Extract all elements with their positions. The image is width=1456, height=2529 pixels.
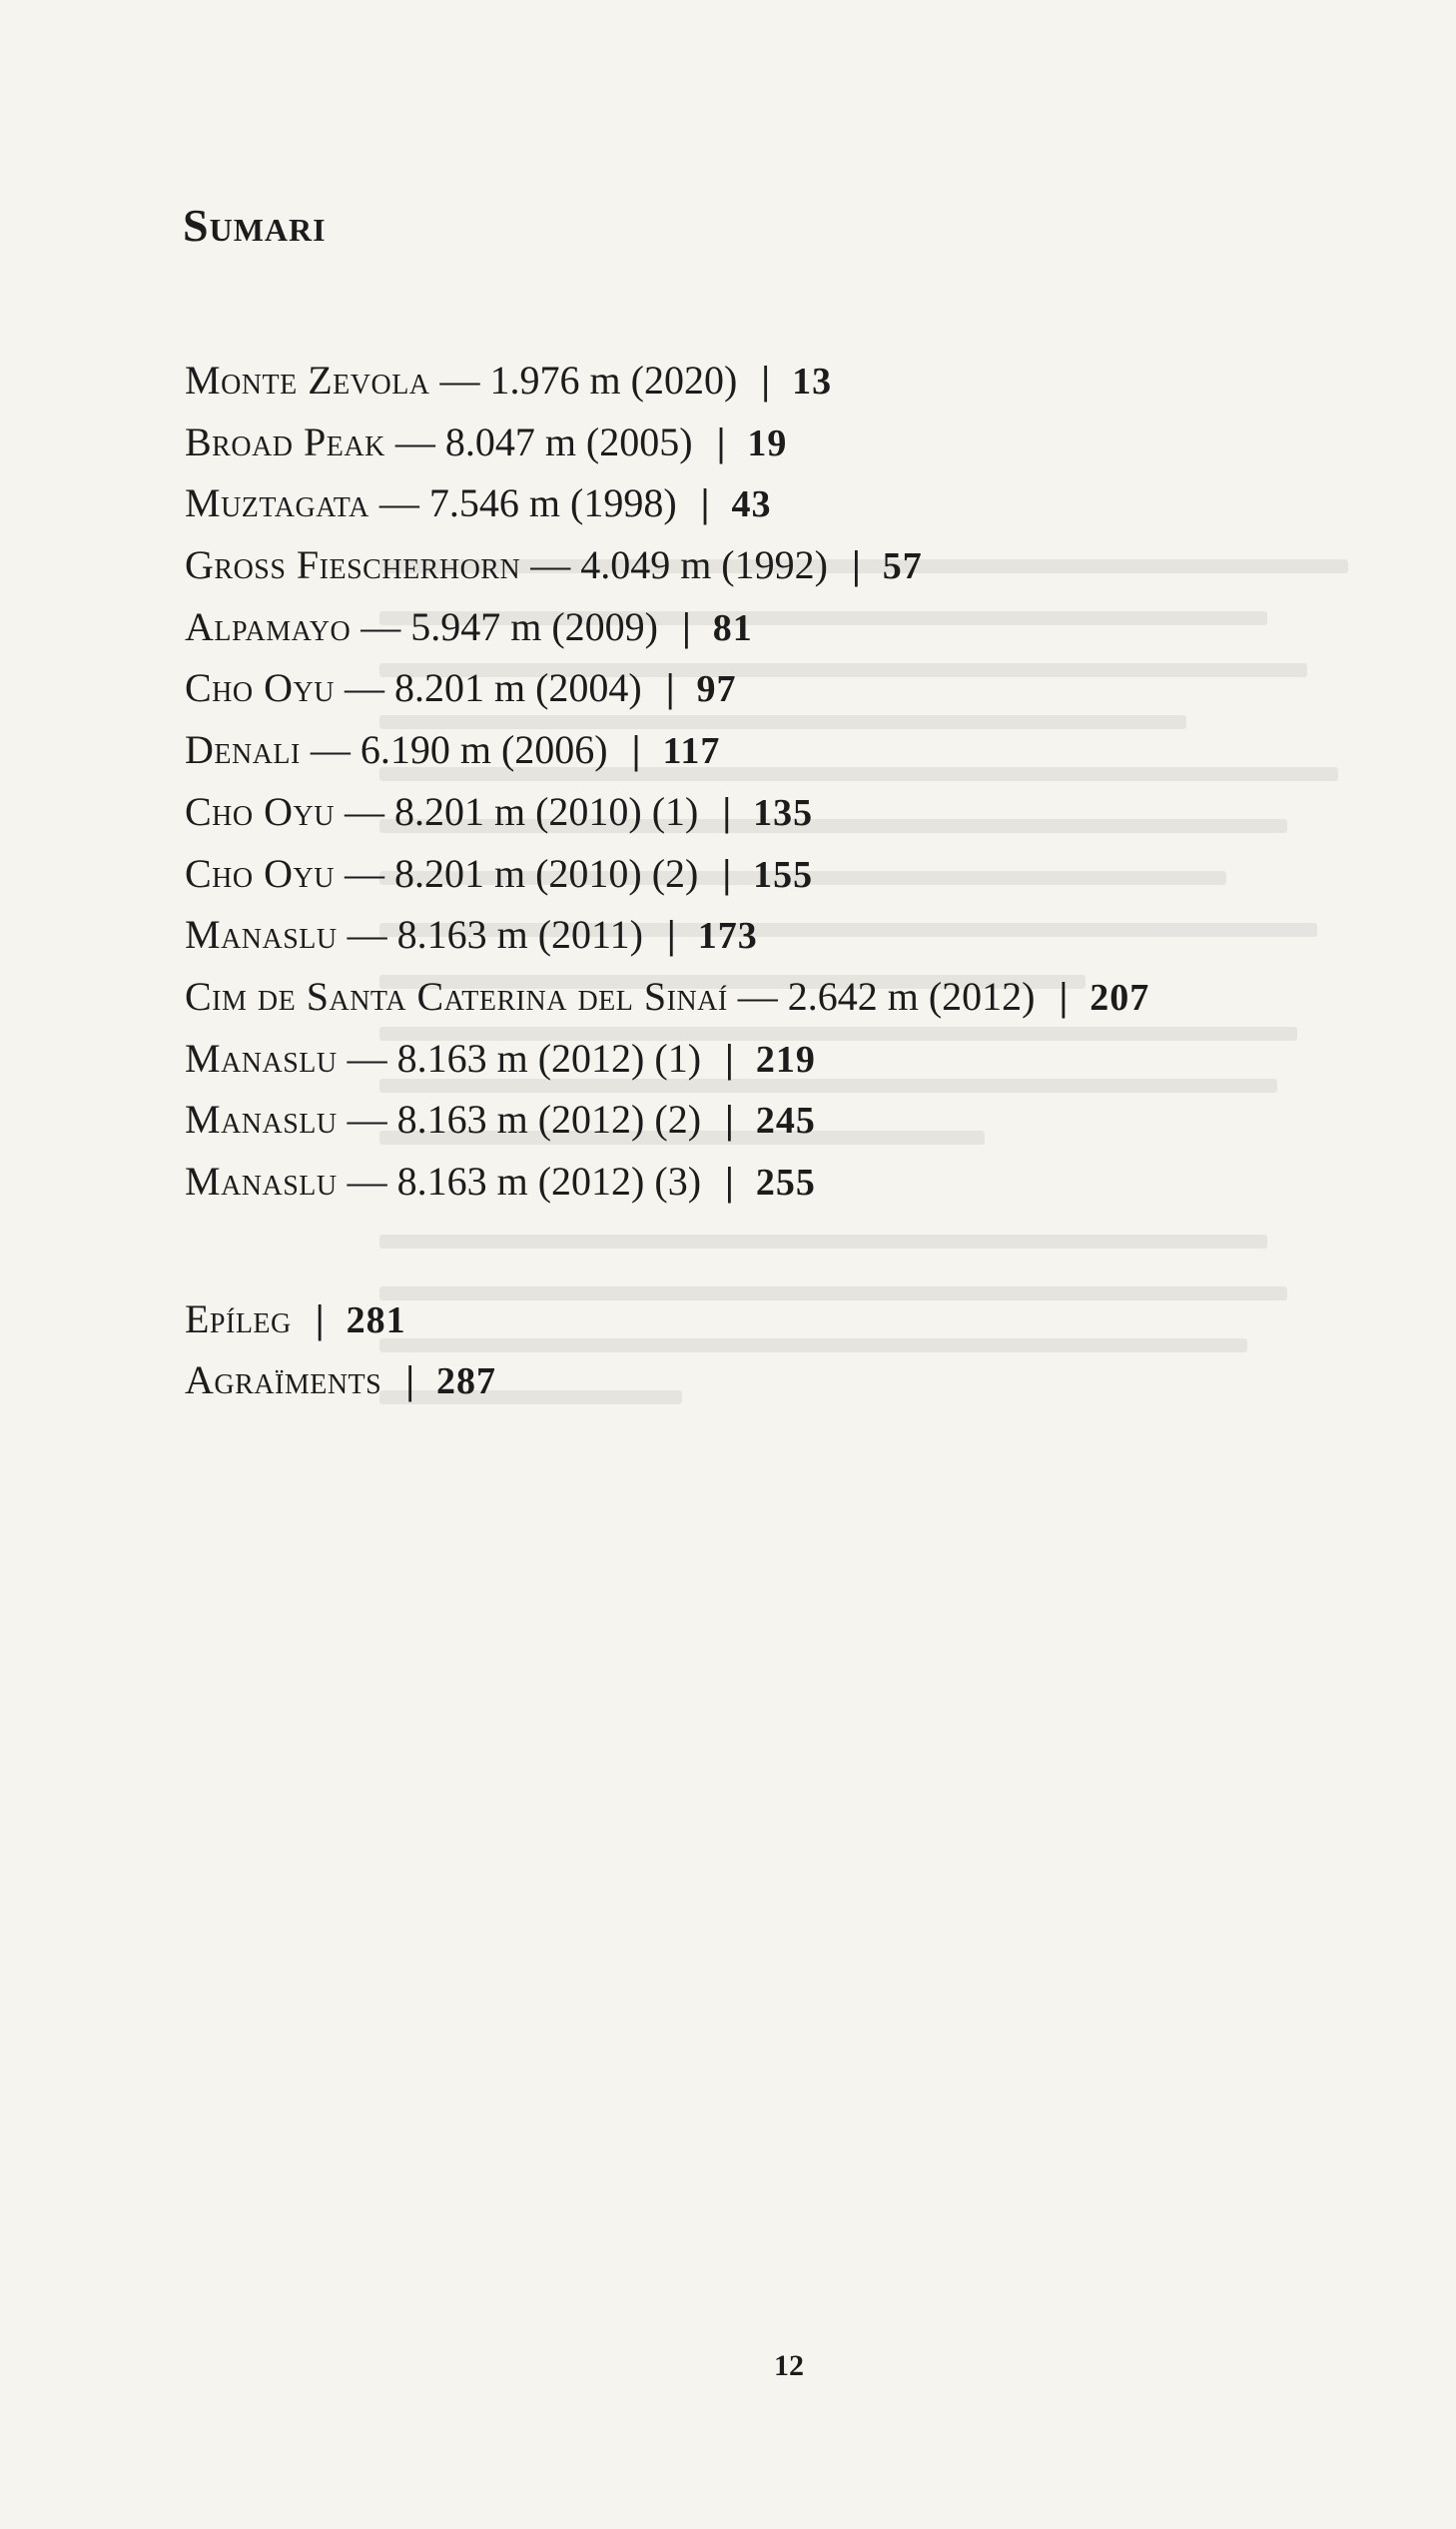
toc-separator: | (315, 1296, 325, 1341)
toc-separator: | (851, 542, 861, 588)
toc-entry-detail: — 7.546 m (1998) (368, 480, 677, 526)
toc-separator: | (665, 665, 675, 711)
toc-page-number: 97 (696, 668, 737, 711)
toc-entry-title: Cho Oyu (185, 665, 335, 711)
toc-page-number: 57 (882, 545, 923, 588)
toc-page-number: 207 (1090, 976, 1150, 1019)
toc-page-number: 281 (346, 1299, 406, 1341)
toc-separator: | (725, 1035, 734, 1081)
toc-entry[interactable] (185, 472, 1149, 534)
toc-entry-detail: — 8.201 m (2004) (334, 665, 642, 711)
toc-entry-title: Manaslu (185, 1097, 338, 1143)
toc-entry-title: Muztagata (185, 480, 369, 526)
toc-separator: | (631, 727, 641, 773)
toc-entry[interactable] (185, 719, 1149, 781)
toc-page-number: 135 (753, 791, 814, 834)
toc-separator: | (405, 1357, 415, 1402)
toc-entry-detail: — 5.947 m (2009) (351, 603, 658, 649)
toc-page-number: 173 (697, 915, 758, 958)
toc-entry-title: Cho Oyu (185, 850, 335, 896)
toc-separator: | (722, 850, 732, 896)
toc-entry-detail: — 8.163 m (2011) (337, 912, 643, 958)
toc-entry[interactable] (185, 534, 1149, 596)
toc-entry-detail: — 1.976 m (2020) (429, 358, 738, 403)
toc-page-number: 117 (662, 730, 721, 773)
toc-separator: | (716, 419, 726, 464)
toc-entry[interactable] (185, 843, 1149, 905)
toc-entry-detail: — 8.201 m (2010) (1) (334, 788, 699, 834)
toc-page-number: 255 (755, 1161, 816, 1204)
toc-separator: | (722, 788, 732, 834)
toc-page-number: 219 (755, 1038, 816, 1081)
toc-page-number: 43 (731, 483, 772, 526)
toc-entry[interactable] (185, 596, 1149, 658)
toc-entry-detail: — 8.163 m (2012) (3) (337, 1158, 702, 1204)
toc-entry-detail: — 6.190 m (2006) (300, 727, 608, 773)
toc-entry[interactable] (185, 904, 1149, 966)
toc-entry-detail: — 4.049 m (1992) (520, 542, 828, 588)
toc-separator: | (681, 603, 691, 649)
toc-separator: | (666, 912, 676, 958)
toc-page-number: 19 (747, 422, 788, 464)
toc-separator: | (700, 480, 710, 526)
toc-entry-epilog[interactable] (185, 1288, 496, 1349)
toc-entry-title: Denali (185, 727, 301, 773)
toc-entry[interactable] (185, 1151, 1149, 1213)
toc-entry[interactable] (185, 966, 1149, 1028)
toc-page-number: 245 (755, 1100, 816, 1143)
toc-entry-title: Manaslu (185, 912, 338, 958)
toc-separator: | (761, 358, 771, 403)
toc-page-number: 81 (712, 606, 753, 649)
toc-entry-title: Epíleg (185, 1296, 292, 1341)
toc-entry-title: Manaslu (185, 1158, 338, 1204)
toc-entry-detail: — 8.163 m (2012) (2) (337, 1097, 702, 1143)
toc-separator: | (725, 1097, 734, 1143)
toc-entry[interactable] (185, 1028, 1149, 1090)
toc-entry-title: Cim de Santa Caterina del Sinaí (185, 973, 728, 1019)
toc-page-number: 155 (753, 853, 814, 896)
toc-entry-title: Cho Oyu (185, 788, 335, 834)
toc-entry-title: Broad Peak (185, 419, 385, 464)
toc-page-number: 13 (792, 361, 833, 403)
toc-entry-detail: — 8.163 m (2012) (1) (337, 1035, 702, 1081)
toc-entry-title: Alpamayo (185, 603, 352, 649)
toc-entry[interactable] (185, 350, 1149, 412)
back-matter-list (185, 1288, 496, 1410)
toc-page-number: 287 (436, 1360, 497, 1402)
toc-entry[interactable] (185, 412, 1149, 473)
toc-entry-title: Manaslu (185, 1035, 338, 1081)
toc-entry-title: Gross Fiescherhorn (185, 542, 521, 588)
toc-entry-detail: — 8.047 m (2005) (384, 419, 693, 464)
toc-separator: | (725, 1158, 734, 1204)
table-of-contents (185, 350, 1149, 1213)
toc-entry-title: Agraïments (185, 1357, 382, 1402)
toc-entry[interactable] (185, 657, 1149, 719)
toc-separator: | (1059, 973, 1069, 1019)
page-title: Sumari (183, 199, 327, 251)
toc-entry[interactable] (185, 1089, 1149, 1151)
page-number: 12 (774, 2349, 804, 2382)
toc-entry[interactable] (185, 781, 1149, 843)
toc-entry-detail: — 2.642 m (2012) (727, 973, 1036, 1019)
toc-entry-detail: — 8.201 m (2010) (2) (334, 850, 699, 896)
toc-entry-acknowledgements[interactable] (185, 1349, 496, 1410)
toc-entry-title: Monte Zevola (185, 358, 430, 403)
